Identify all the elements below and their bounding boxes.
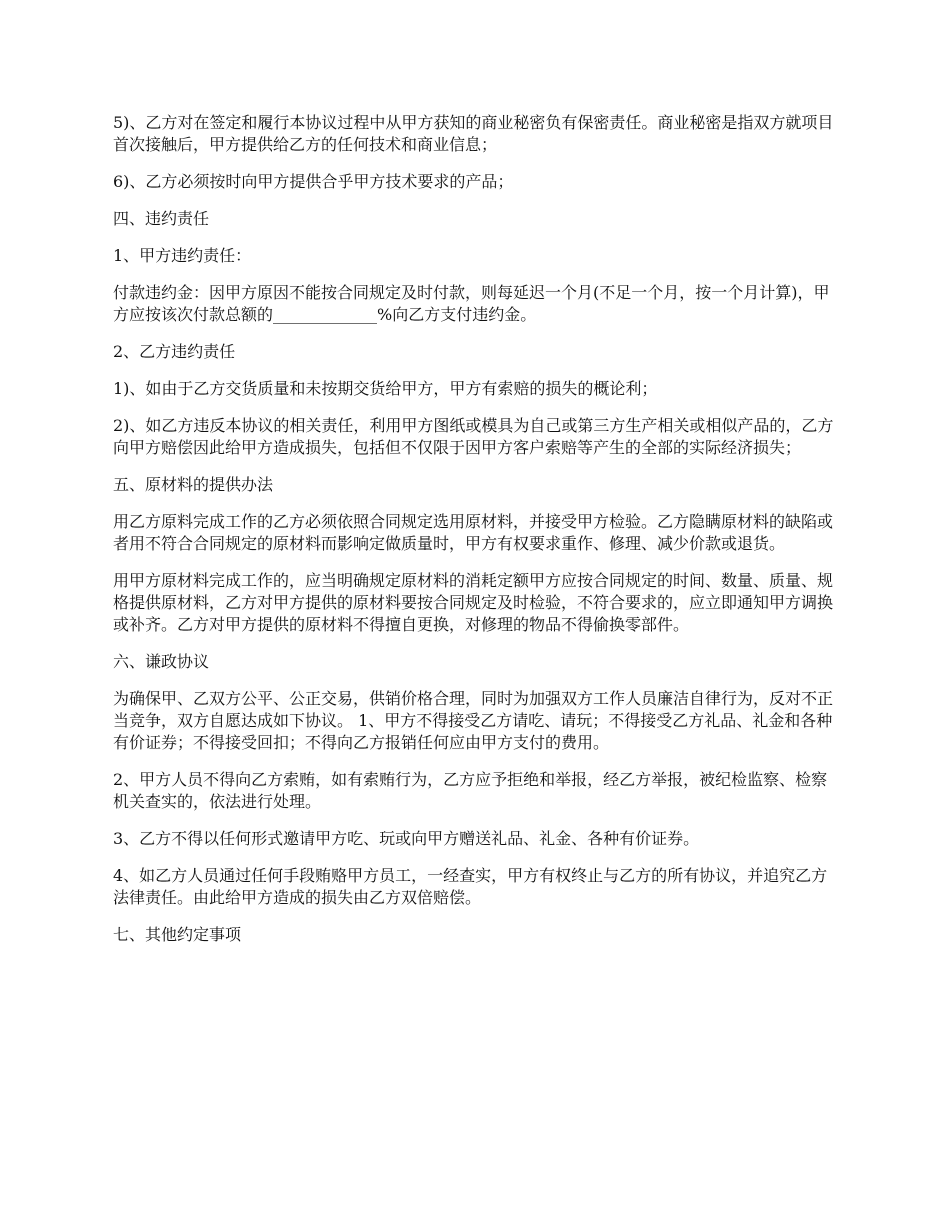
raw-materials-party-a: 用甲方原材料完成工作的，应当明确规定原材料的消耗定额甲方应按合同规定的时间、数量、质量、规格提供原材料，乙方对甲方提供的原材料要按合同规定及时检验，不符合要求的，应立即通知甲方调换或补齐。乙方对甲方提供的原材料不得擅自更换，对修理的物品不得偷换零部件。 (113, 571, 834, 634)
integrity-item-4: 4、如乙方人员通过任何手段贿赂甲方员工，一经查实，甲方有权终止与乙方的所有协议，并追究乙方法律责任。由此给甲方造成的损失由乙方双倍赔偿。 (113, 866, 828, 907)
late-payment-penalty: 付款违约金：因甲方原因不能按合同规定及时付款，则每延迟一个月(不足一个月，按一个月计算)，甲方应按该次付款总额的_____________%向乙方支付违约金。 (113, 283, 830, 324)
clause-5-confidentiality: 5)、乙方对在签定和履行本协议过程中从甲方获知的商业秘密负有保密责任。商业秘密是指双方就项目首次接触后，甲方提供给乙方的任何技术和商业信息； (113, 113, 834, 154)
document-page (113, 112, 843, 961)
party-b-liability-item-2: 2)、如乙方违反本协议的相关责任，利用甲方图纸或模具为自己或第三方生产相关或相似产品的，乙方向甲方赔偿因此给甲方造成损失，包括但不仅限于因甲方客户索赔等产生的全部的实际经济损失； (113, 416, 834, 457)
section-heading-breach-liability: 四、违约责任 (113, 209, 210, 228)
integrity-item-2: 2、甲方人员不得向乙方索贿，如有索贿行为，乙方应予拒绝和举报，经乙方举报，被纪检监察、检察机关查实的，依法进行处理。 (113, 770, 828, 811)
integrity-agreement-intro: 为确保甲、乙双方公平、公正交易，供销价格合理，同时为加强双方工作人员廉洁自律行为，反对不正当竞争，双方自愿达成如下协议。 1、甲方不得接受乙方请吃、请玩；不得接受乙方礼品、礼金和各种有价证券；不得接受回扣；不得向乙方报销任何应由甲方支付的费用。 (113, 689, 834, 752)
section-heading-raw-materials: 五、原材料的提供办法 (113, 475, 274, 494)
subheading-party-a-liability: 1、甲方违约责任： (113, 246, 252, 265)
section-heading-integrity-agreement: 六、谦政协议 (113, 652, 210, 671)
section-heading-other-matters: 七、其他约定事项 (113, 925, 242, 944)
party-b-liability-item-1: 1)、如由于乙方交货质量和未按期交货给甲方，甲方有索赔的损失的概论利； (113, 379, 658, 398)
subheading-party-b-liability: 2、乙方违约责任 (113, 342, 236, 361)
clause-6-product-requirements: 6)、乙方必须按时向甲方提供合乎甲方技术要求的产品； (113, 172, 514, 191)
raw-materials-party-b: 用乙方原料完成工作的乙方必须依照合同规定选用原材料，并接受甲方检验。乙方隐瞒原材料的缺陷或者用不符合合同规定的原材料而影响定做质量时，甲方有权要求重作、修理、减少价款或退货。 (113, 512, 834, 553)
integrity-item-3: 3、乙方不得以任何形式邀请甲方吃、玩或向甲方赠送礼品、礼金、各种有价证券。 (113, 829, 700, 848)
